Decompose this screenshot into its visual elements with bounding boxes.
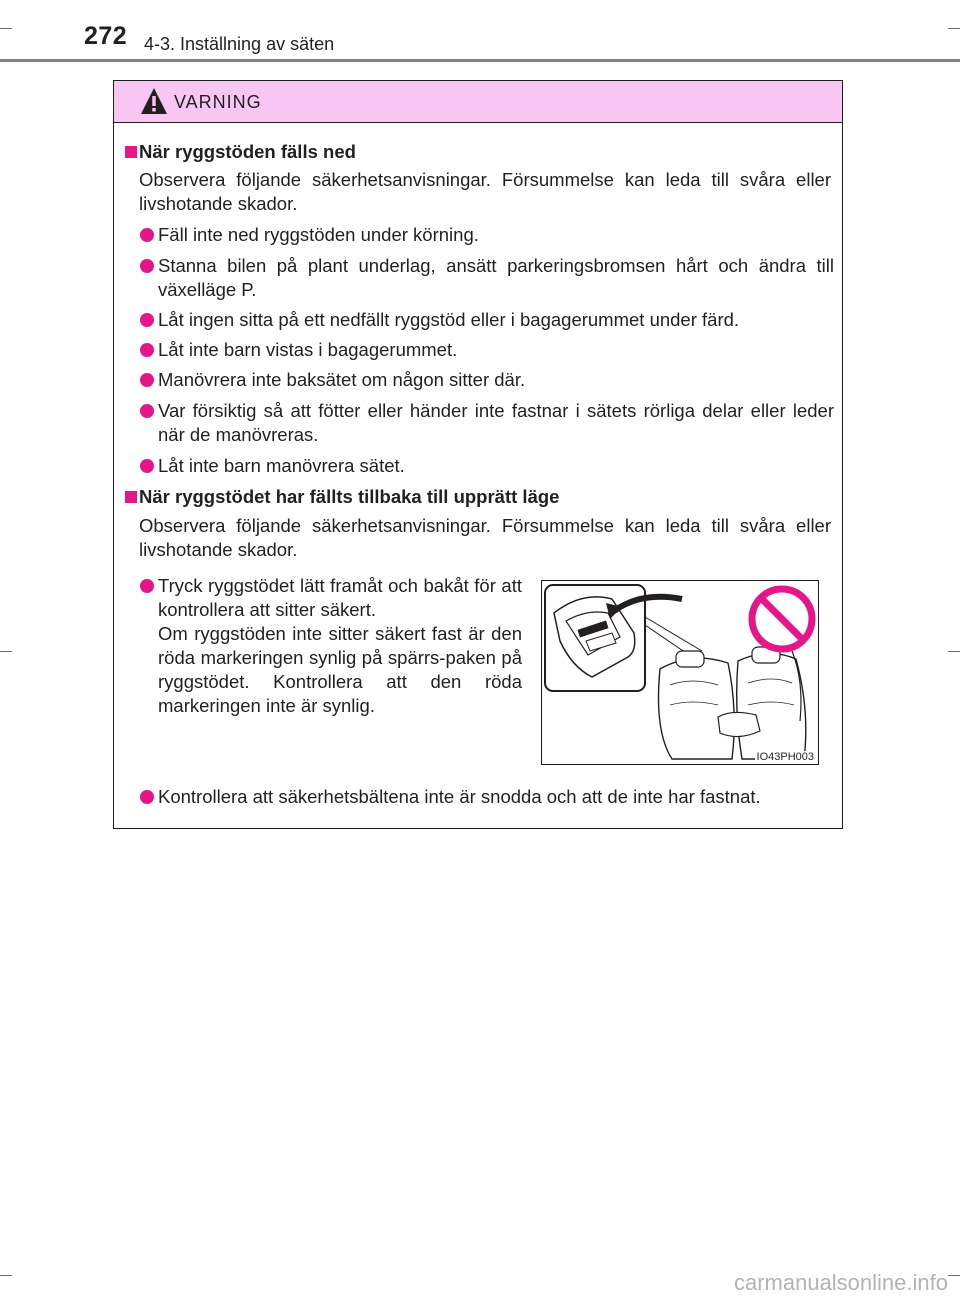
heading-square-icon — [125, 491, 137, 503]
bullet-icon — [140, 313, 154, 327]
crop-mark — [0, 651, 12, 652]
bullet-icon — [140, 228, 154, 242]
warning-icon — [140, 87, 168, 115]
seat-figure — [541, 580, 819, 765]
section1-heading: När ryggstöden fälls ned — [139, 141, 356, 162]
section1-item: Manövrera inte baksätet om någon sitter där. — [158, 369, 526, 390]
section1-item: Var försiktig så att fötter eller händer inte fastnar i sätets rörliga delar eller leder när de manövreras. — [158, 400, 834, 445]
heading-square-icon — [125, 146, 137, 158]
section1-item: Låt inte barn vistas i bagagerummet. — [158, 339, 458, 360]
section-title: 4-3. Inställning av säten — [144, 34, 335, 54]
section2-item-check: Tryck ryggstödet lätt framåt och bakåt för att kontrollera att sitter säkert. — [158, 575, 522, 620]
bullet-icon — [140, 259, 154, 273]
bullet-icon — [140, 579, 154, 593]
section1-item: Låt ingen sitta på ett nedfällt ryggstöd eller i bagagerummet under färd. — [158, 309, 740, 330]
crop-mark — [0, 1275, 12, 1276]
section2-item-check-note: Om ryggstöden inte sitter säkert fast är den röda markeringen synlig på spärrs-paken på ryggstödet. Kontrollera att den röda markeringen inte är synlig. — [158, 623, 522, 716]
section2-intro: Observera följande säkerhetsanvisningar. Försummelse kan leda till svåra eller livshotande skador. — [139, 515, 831, 560]
bullet-icon — [140, 404, 154, 418]
section2-item-belts: Kontrollera att säkerhetsbältena inte är snodda och att de inte har fastnat. — [158, 786, 761, 807]
page-header — [0, 0, 960, 62]
bullet-icon — [140, 373, 154, 387]
section1-item: Fäll inte ned ryggstöden under körning. — [158, 224, 479, 245]
section1-intro: Observera följande säkerhetsanvisningar. Försummelse kan leda till svåra eller livshotande skador. — [139, 169, 831, 214]
rear-seat-illustration — [542, 581, 818, 764]
header-rule — [0, 59, 960, 62]
crop-mark — [948, 651, 960, 652]
bullet-icon — [140, 790, 154, 804]
section2-heading: När ryggstödet har fällts tillbaka till upprätt läge — [139, 486, 560, 507]
page-number: 272 — [84, 22, 128, 50]
section1-item: Låt inte barn manövrera sätet. — [158, 455, 405, 476]
warning-box — [113, 80, 843, 829]
figure-code: IO43PH003 — [756, 751, 814, 763]
crop-mark — [948, 1275, 960, 1276]
warning-label: VARNING — [174, 92, 262, 112]
bullet-icon — [140, 343, 154, 357]
section1-item: Stanna bilen på plant underlag, ansätt parkeringsbromsen hårt och ändra till växelläge P. — [158, 255, 834, 300]
watermark: carmanualsonline.info — [733, 1270, 948, 1295]
bullet-icon — [140, 459, 154, 473]
warning-header — [114, 81, 842, 123]
